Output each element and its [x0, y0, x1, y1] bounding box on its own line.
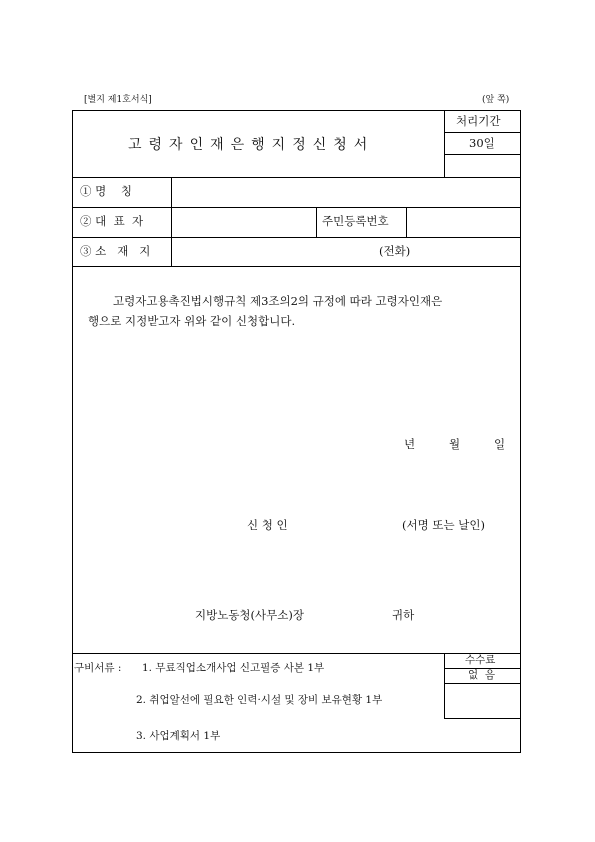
attachments-label: 구비서류 :	[74, 662, 122, 674]
divider	[72, 266, 521, 267]
addressee-office: 지방노동청(사무소)장	[195, 608, 304, 622]
date-year: 년	[404, 437, 416, 451]
representative-field[interactable]	[172, 208, 315, 236]
divider	[444, 718, 521, 719]
fee-label: 수수료	[465, 654, 496, 666]
divider	[444, 110, 445, 177]
form-number: [별지 제1호서식]	[84, 95, 152, 105]
rrn-field[interactable]	[407, 208, 520, 236]
divider	[316, 207, 317, 237]
attachment-item: 3. 사업계획서 1부	[136, 730, 221, 742]
body-line-2: 행으로 지정받고자 위와 같이 신청합니다.	[88, 314, 296, 328]
applicant-label: 신 청 인	[247, 518, 288, 532]
attachment-item: 1. 무료직업소개사업 신고필증 사본 1부	[142, 662, 325, 674]
page-side: (앞 쪽)	[482, 95, 510, 105]
name-label: ① 명 칭	[80, 184, 132, 198]
processing-value: 30일	[469, 136, 495, 150]
date-day: 일	[494, 437, 506, 451]
date-month: 월	[449, 437, 461, 451]
fee-value: 없 음	[468, 669, 495, 681]
applicant-sign: (서명 또는 날인)	[402, 518, 485, 532]
divider	[444, 653, 445, 718]
body-line-1: 고령자고용촉진법시행규칙 제3조의2의 규정에 따라 고령자인재은	[113, 294, 443, 308]
divider	[444, 154, 521, 155]
divider	[72, 653, 521, 654]
rrn-label: 주민등록번호	[322, 214, 389, 228]
representative-label: ② 대 표 자	[80, 214, 144, 228]
phone-label: (전화)	[379, 244, 411, 258]
name-field[interactable]	[172, 178, 520, 206]
divider	[444, 132, 521, 133]
processing-label: 처리기간	[456, 114, 501, 128]
address-label: ③ 소 재 지	[80, 244, 151, 258]
page-title: 고령자인재은행지정신청서	[128, 137, 375, 153]
addressee-honorific: 귀하	[392, 608, 415, 622]
address-field[interactable]	[172, 238, 520, 265]
divider	[444, 683, 521, 684]
attachment-item: 2. 취업알선에 필요한 인력·시설 및 장비 보유현황 1부	[136, 694, 383, 706]
